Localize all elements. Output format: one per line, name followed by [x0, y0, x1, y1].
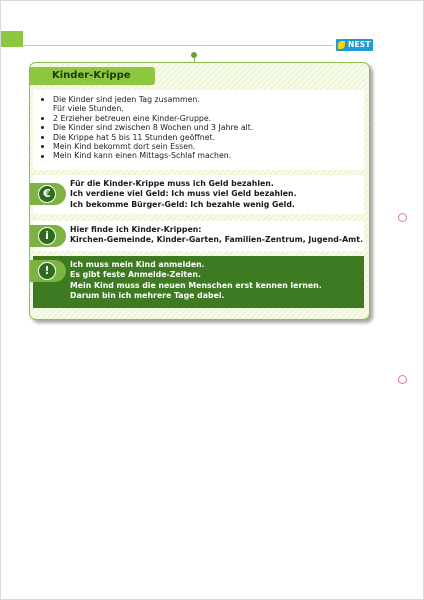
info-line: Kirchen-Gemeinde, Kinder-Garten, Familien-Zentrum, Jugend-Amt.: [70, 235, 363, 245]
money-box: [33, 175, 364, 214]
info-box: [33, 221, 364, 251]
bullet-item: Die Kinder sind jeden Tag zusammen.: [39, 95, 253, 104]
warning-line: Darum bin ich mehrere Tage dabei.: [70, 290, 225, 300]
header-rule: [23, 45, 333, 46]
bullet-item: Die Krippe hat 5 bis 11 Stunden geöffnet.: [39, 133, 253, 142]
punch-hole-marker: [398, 375, 407, 384]
bullet-item: Mein Kind bekommt dort sein Essen.: [39, 142, 253, 151]
bullet-item: Für viele Stunden.: [53, 104, 124, 114]
nest-logo: [336, 39, 373, 51]
euro-icon: €: [38, 185, 56, 203]
card-title: Kinder-Krippe: [52, 70, 131, 81]
info-box-text: [70, 225, 363, 246]
corner-tab: [1, 31, 23, 47]
pin-icon: [191, 52, 197, 58]
warning-box-text: [70, 260, 322, 301]
bullet-item: 2 Erzieher betreuen eine Kinder-Gruppe.: [39, 114, 253, 123]
warning-box: [33, 256, 364, 308]
money-icon-tab: [30, 183, 66, 205]
bullets-panel: [33, 90, 364, 170]
money-line: Ich bekomme Bürger-Geld: Ich bezahle wenig Geld.: [70, 199, 295, 209]
bullet-list: [39, 95, 253, 161]
exclamation-icon: !: [38, 262, 56, 280]
info-icon: i: [38, 227, 56, 245]
kinder-krippe-card: [29, 62, 370, 320]
money-line: Für die Kinder-Krippe muss ich Geld bezahlen.: [70, 179, 274, 188]
money-line: Ich verdiene viel Geld: Ich muss viel Geld bezahlen.: [70, 189, 297, 199]
logo-text: NEST: [348, 40, 371, 49]
bullet-item: Mein Kind kann einen Mittags-Schlaf machen.: [39, 151, 253, 160]
info-line: Hier finde ich Kinder-Krippen:: [70, 225, 202, 234]
warning-line: Es gibt feste Anmelde-Zeiten.: [70, 270, 201, 280]
punch-hole-marker: [398, 213, 407, 222]
logo-mark-icon: [338, 41, 345, 49]
card-title-bar: [30, 67, 155, 85]
money-box-text: [70, 179, 297, 210]
bullet-item: Die Kinder sind zwischen 8 Wochen und 3 Jahre alt.: [39, 123, 253, 132]
warning-icon-tab: [30, 260, 66, 282]
warning-line: Ich muss mein Kind anmelden.: [70, 260, 205, 269]
warning-line: Mein Kind muss die neuen Menschen erst kennen lernen.: [70, 280, 322, 290]
info-icon-tab: [30, 225, 66, 247]
